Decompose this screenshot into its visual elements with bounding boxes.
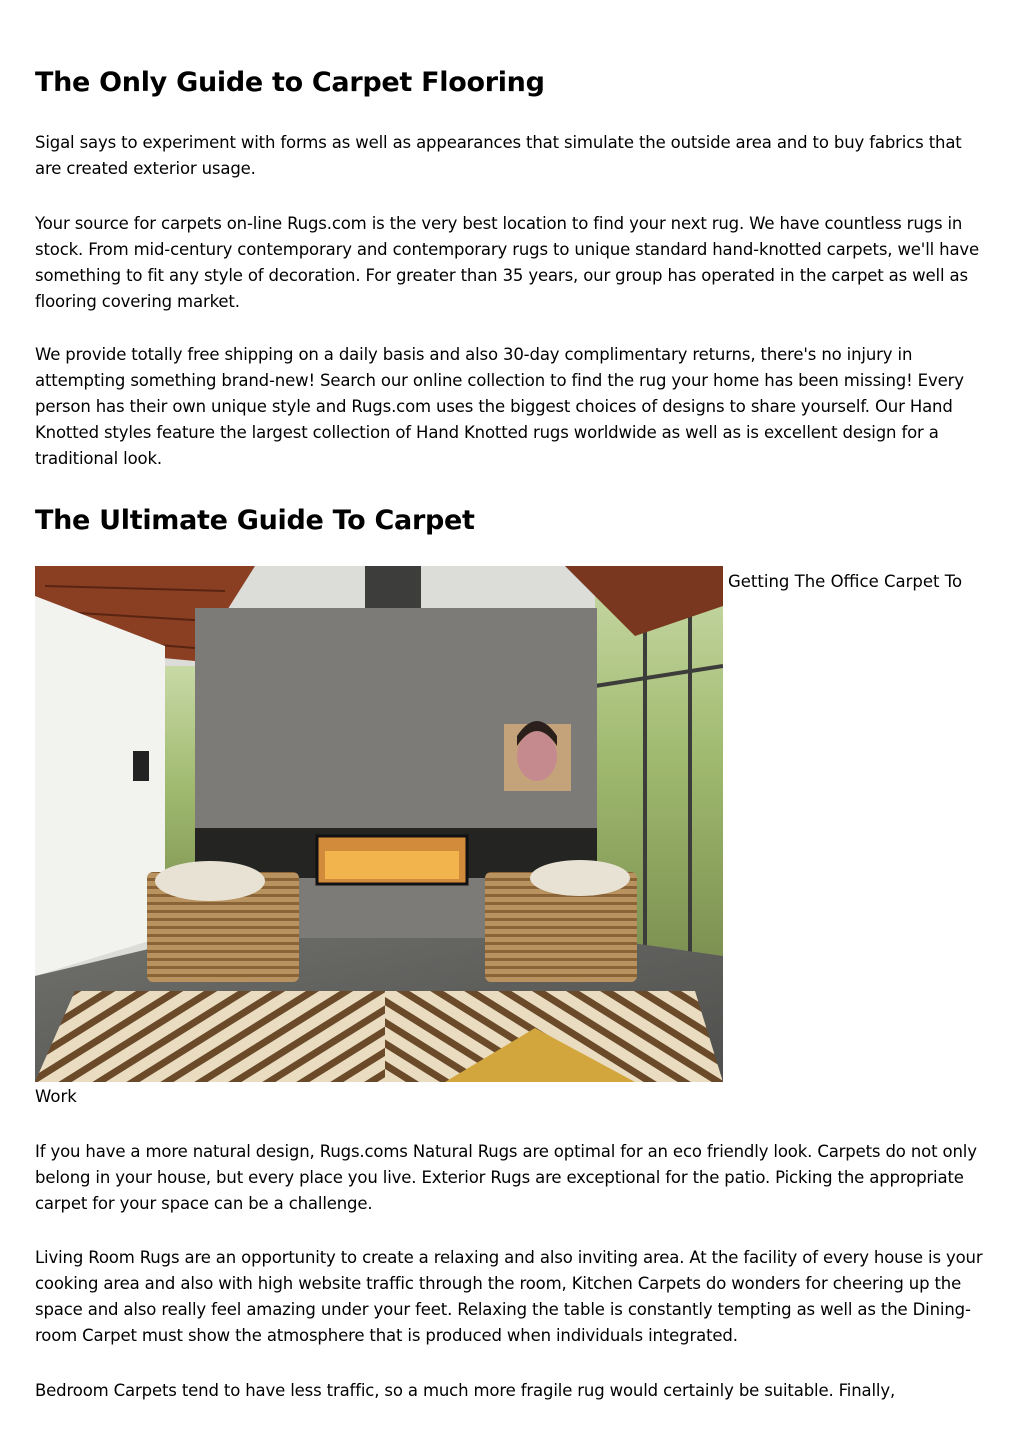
page-title: The Only Guide to Carpet Flooring (35, 67, 545, 98)
paragraph-source: Your source for carpets on-line Rugs.com is the very best location to find your next rug. We have countless rugs in stock. From mid-century contemporary and contemporary rugs to unique standard hand-knotted carpets, we'll have something to fit any style of decoration. For greater than 35 years, our group has operated in the carpet as well as flooring covering market. (35, 214, 980, 311)
figure (35, 566, 990, 1086)
room-image (35, 566, 723, 1082)
paragraph-bedroom: Bedroom Carpets tend to have less traffic, so a much more fragile rug would certainly be suitable. Finally, (35, 1381, 896, 1400)
paragraph-intro: Sigal says to experiment with forms as well as appearances that simulate the outside area and to buy fabrics that are created exterior usage. (35, 133, 962, 178)
paragraph-shipping: We provide totally free shipping on a daily basis and also 30-day complimentary returns, there's no injury in attempting something brand-new! Search our online collection to find the rug your home has been missing! Every person has their own unique style and Rugs.com uses the biggest choices of designs to share yourself. Our Hand Knotted styles feature the largest collection of Hand Knotted rugs worldwide as well as is excellent design for a traditional look. (35, 345, 964, 468)
paragraph-natural: If you have a more natural design, Rugs.coms Natural Rugs are optimal for an eco friendly look. Carpets do not only belong in your house, but every place you live. Exterior Rugs are exceptional for the patio. Picking the appropriate carpet for your space can be a challenge. (35, 1142, 977, 1213)
section-heading: The Ultimate Guide To Carpet (35, 505, 475, 536)
paragraph-living-room: Living Room Rugs are an opportunity to create a relaxing and also inviting area. At the facility of every house is your cooking area and also with high website traffic through the room, Kitchen Carpets do wonders for cheering up the space and also really feel amazing under your feet. Relaxing the table is constantly tempting as well as the Dining-room Carpet must show the atmosphere that is produced when individuals integrated. (35, 1248, 983, 1345)
image-caption-end: Work (35, 1087, 77, 1106)
image-caption-start: Getting The Office Carpet To (728, 572, 963, 591)
